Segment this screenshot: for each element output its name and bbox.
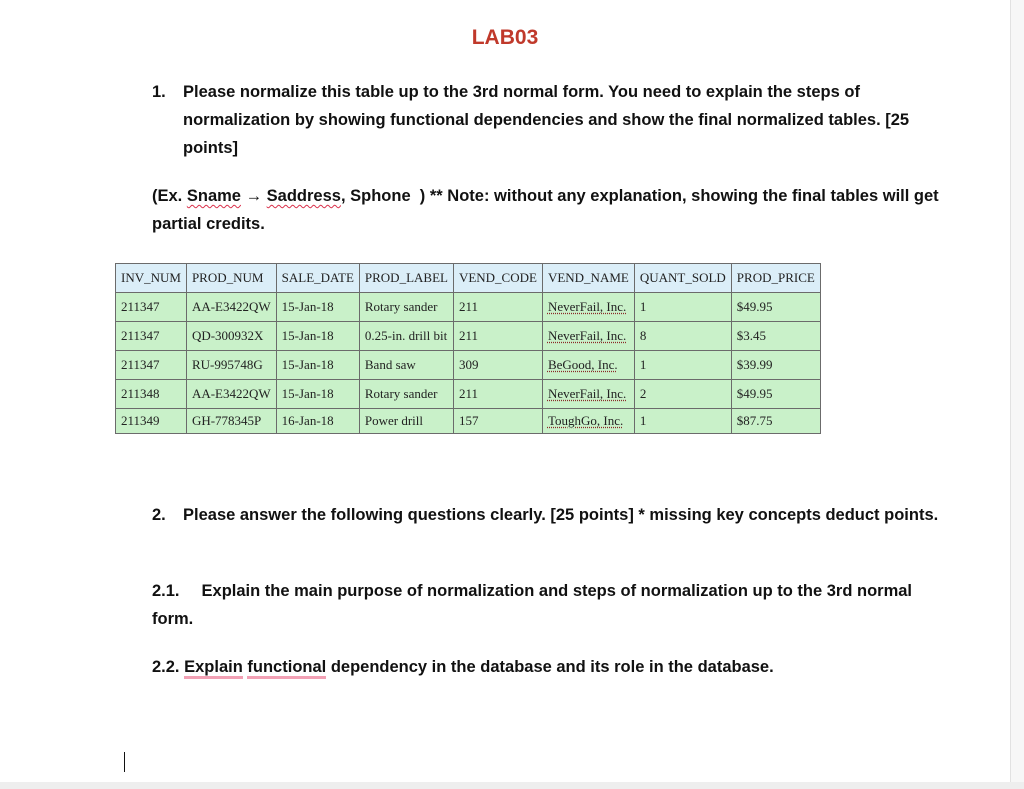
table-cell: Band saw <box>359 351 453 380</box>
table-cell: AA-E3422QW <box>186 293 276 322</box>
vendor-name: BeGood, Inc. <box>547 357 618 372</box>
table-cell: $3.45 <box>731 322 820 351</box>
question-1-number: 1. <box>152 83 166 101</box>
table-cell: 211348 <box>116 380 187 409</box>
question-2-1-text: Explain the main purpose of normalization and steps of normalization up to the 3rd normal form. <box>152 582 913 628</box>
table-cell <box>542 322 634 351</box>
example-note <box>152 182 942 238</box>
question-1-text: Please normalize this table up to the 3rd normal form. You need to explain the steps of normalization by showing functional dependencies and show the final normalized tables. [25 points] <box>183 83 910 157</box>
table-cell: Power drill <box>359 409 453 434</box>
vendor-name: NeverFail, Inc. <box>547 299 627 314</box>
example-lhs: Sname <box>186 187 241 205</box>
column-header: PROD_LABEL <box>359 264 453 293</box>
column-header: QUANT_SOLD <box>634 264 731 293</box>
example-note-text: ** Note: without any explanation, showing the final tables will get partial credits. <box>152 187 939 233</box>
arrow-icon: → <box>245 187 263 205</box>
example-close: ) <box>410 187 430 205</box>
table-cell: 211347 <box>116 351 187 380</box>
question-2-1-number: 2.1. <box>152 582 180 600</box>
table-cell: 211347 <box>116 293 187 322</box>
table-cell: 211 <box>453 380 542 409</box>
table-cell: 211 <box>453 322 542 351</box>
column-header: PROD_NUM <box>186 264 276 293</box>
table-cell: $87.75 <box>731 409 820 434</box>
table-cell: QD-300932X <box>186 322 276 351</box>
table-row <box>116 351 821 380</box>
table-cell <box>542 351 634 380</box>
table-cell: 309 <box>453 351 542 380</box>
page-title: LAB03 <box>471 26 539 49</box>
table-cell: 16-Jan-18 <box>276 409 359 434</box>
table-row <box>116 409 821 434</box>
text-cursor <box>124 752 125 772</box>
table-cell: 1 <box>634 351 731 380</box>
table-cell: RU-995748G <box>186 351 276 380</box>
question-2-2-word-functional: functional <box>247 658 326 679</box>
table-cell: 1 <box>634 293 731 322</box>
table-cell: Rotary sander <box>359 293 453 322</box>
table-cell: 211 <box>453 293 542 322</box>
invoice-table <box>115 263 821 434</box>
column-header: SALE_DATE <box>276 264 359 293</box>
table-cell: 211349 <box>116 409 187 434</box>
table-cell: 15-Jan-18 <box>276 293 359 322</box>
table-row <box>116 322 821 351</box>
column-header: PROD_PRICE <box>731 264 820 293</box>
column-header: VEND_NAME <box>542 264 634 293</box>
question-2-text: Please answer the following questions clearly. [25 points] * missing key concepts deduct points. <box>183 506 939 524</box>
table-cell: $39.99 <box>731 351 820 380</box>
table-cell: 157 <box>453 409 542 434</box>
table-cell: Rotary sander <box>359 380 453 409</box>
table-row <box>116 380 821 409</box>
question-2-1 <box>152 577 912 633</box>
table-cell: $49.95 <box>731 380 820 409</box>
table-cell <box>542 409 634 434</box>
bottom-bar <box>0 782 1024 789</box>
question-2 <box>152 501 942 529</box>
table-cell: AA-E3422QW <box>186 380 276 409</box>
table-cell: 0.25-in. drill bit <box>359 322 453 351</box>
table-cell <box>542 380 634 409</box>
table-cell <box>542 293 634 322</box>
table-cell: 211347 <box>116 322 187 351</box>
table-cell: GH-778345P <box>186 409 276 434</box>
column-header: INV_NUM <box>116 264 187 293</box>
table-cell: 8 <box>634 322 731 351</box>
question-2-2-word-explain: Explain <box>184 658 243 679</box>
question-2-2-number: 2.2. <box>152 658 180 676</box>
vendor-name: NeverFail, Inc. <box>547 328 627 343</box>
table-cell: 1 <box>634 409 731 434</box>
table-cell: 15-Jan-18 <box>276 380 359 409</box>
column-header: VEND_CODE <box>453 264 542 293</box>
question-1 <box>152 78 942 162</box>
table-cell: 15-Jan-18 <box>276 322 359 351</box>
vendor-name: NeverFail, Inc. <box>547 386 627 401</box>
table-cell: 2 <box>634 380 731 409</box>
example-prefix: (Ex. <box>152 187 187 205</box>
question-2-2 <box>152 653 942 681</box>
vendor-name: ToughGo, Inc. <box>547 413 624 428</box>
table-header-row <box>116 264 821 293</box>
example-rhs1: Saddress <box>266 187 341 205</box>
example-rhs2: , Sphone <box>340 187 411 205</box>
table-row <box>116 293 821 322</box>
question-2-number: 2. <box>152 506 166 524</box>
table-cell: $49.95 <box>731 293 820 322</box>
question-2-2-rest: dependency in the database and its role in the database. <box>326 658 774 676</box>
table-cell: 15-Jan-18 <box>276 351 359 380</box>
